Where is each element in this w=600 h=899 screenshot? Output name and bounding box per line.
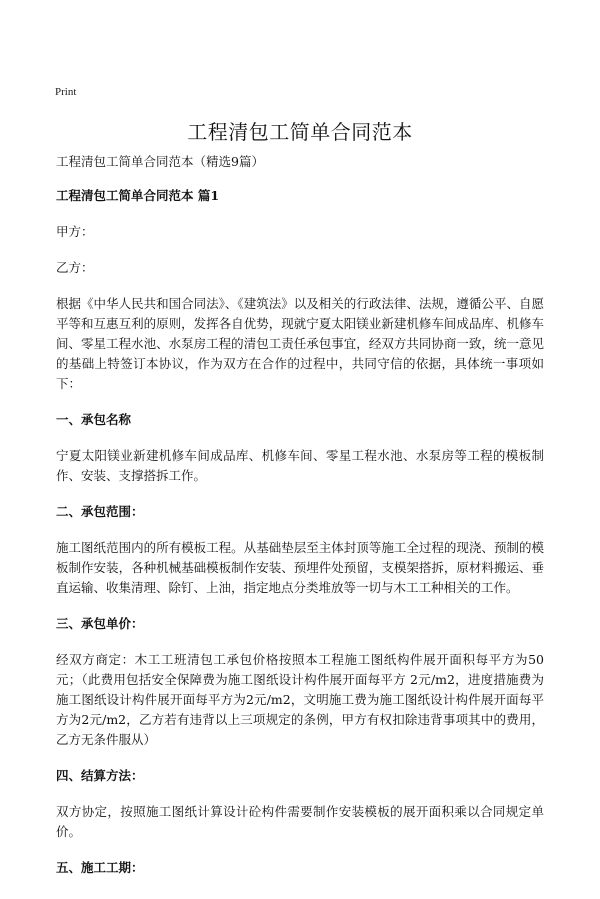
section-heading-1: 一、承包名称 [56,412,132,427]
section-body-2: 施工图纸范围内的所有模板工程。从基础垫层至主体封顶等施工全过程的现浇、预制的模板制作安装，各种机械基础模板制作安装、预埋件处预留，支模架搭拆，原材料搬运、垂直运输、收集清理、除钉、上油，指定地点分类堆放等一切与木工工种相关的工作。 [56,540,544,595]
print-label: Print [55,86,77,98]
section-heading-3: 三、承包单价： [56,616,144,631]
section-title: 工程清包工简单合同范本 篇1 [56,188,220,203]
intro-paragraph: 根据《中华人民共和国合同法》、《建筑法》以及相关的行政法律、法规，遵循公平、自愿平等和互惠互利的原则，发挥各自优势，现就宁夏太阳镁业新建机修车间成品库、机修车间、零星工程水池、水泵房工程的清包工责任承包事宜，经双方共同协商一致，统一意见的基础上特签订本协议，作为双方在合作的过程中，共同守信的依据，具体统一事项如下： [56,296,544,391]
section-heading-5: 五、施工工期： [56,860,144,875]
section-body-1: 宁夏太阳镁业新建机修车间成品库、机修车间、零星工程水池、水泵房等工程的模板制作、安装、支撑搭拆工作。 [56,448,544,483]
document-subtitle: 工程清包工简单合同范本（精选9篇） [56,154,264,169]
document-body [56,152,544,894]
section-body-4: 双方协定，按照施工图纸计算设计砼构件需要制作安装模板的展开面积乘以合同规定单价。 [56,804,544,839]
party-b-label: 乙方： [56,260,94,275]
section-heading-4: 四、结算方法： [56,768,144,783]
section-heading-2: 二、承包范围： [56,504,144,519]
party-a-label: 甲方： [56,224,94,239]
section-body-3: 经双方商定：木工工班清包工承包价格按照本工程施工图纸构件展开面积每平方为50元；（此费用包括安全保障费为施工图纸设计构件展开面每平方 2元/m2，进度措施费为施工图纸设计构件展开面每平方为2元/m2，文明施工费为施工图纸设计构件展开面每平方为2元/m2，乙方若有违背以上三项规定的条例，甲方有权扣除违背事项其中的费用，乙方无条件服从） [56,652,544,747]
document-title: 工程清包工简单合同范本 [187,120,413,144]
